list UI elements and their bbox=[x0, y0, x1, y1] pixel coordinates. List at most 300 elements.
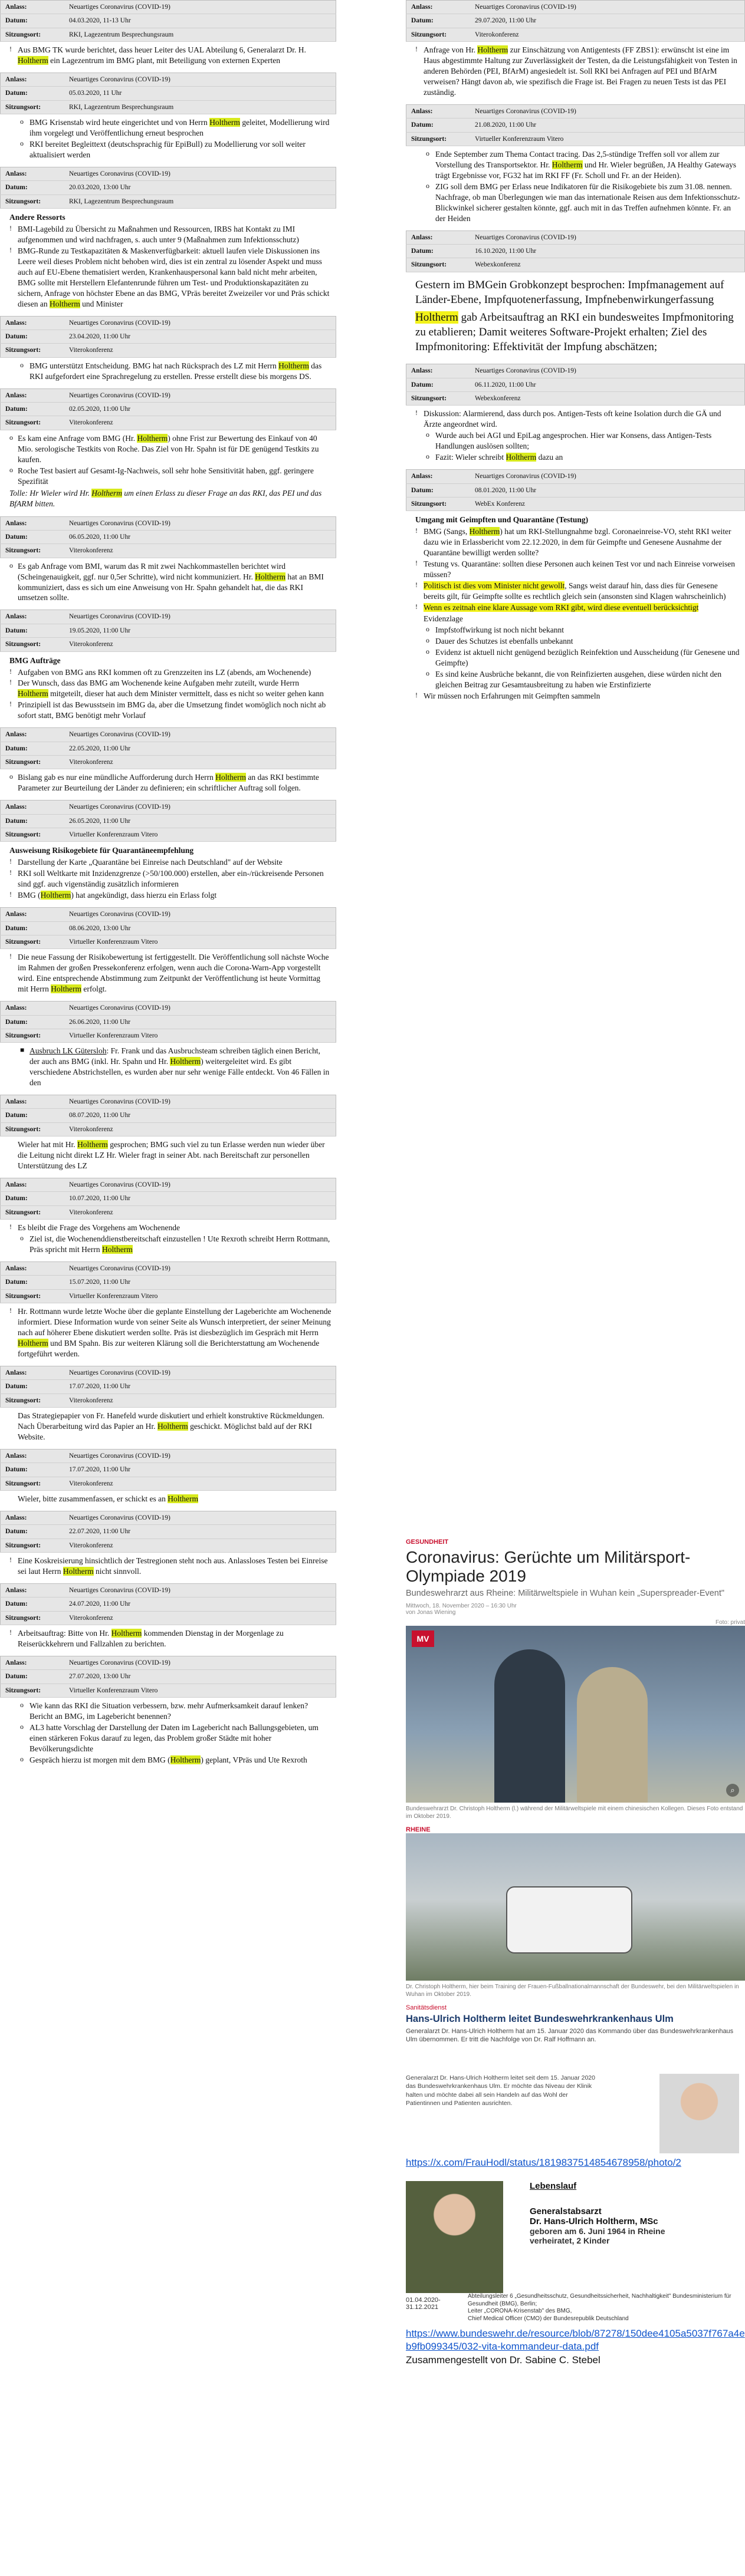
meta-row bbox=[1, 1178, 336, 1192]
meta-row bbox=[406, 104, 745, 118]
meta-value: 16.10.2020, 11:00 Uhr bbox=[470, 245, 745, 258]
meta-key: Sitzungsort: bbox=[1, 1122, 65, 1136]
meta-value: Neuartiges Coronavirus (COVID-19) bbox=[64, 1511, 336, 1525]
meta-key: Datum: bbox=[1, 1276, 65, 1289]
meta-value: 29.07.2020, 11:00 Uhr bbox=[470, 14, 745, 28]
protocol-body bbox=[0, 1303, 336, 1361]
meta-value: Neuartiges Coronavirus (COVID-19) bbox=[470, 104, 745, 118]
meta-key: Sitzungsort: bbox=[1, 638, 65, 651]
bullet-item: ! Arbeitsauftrag: Bitte von Hr. Holtherm kommenden Dienstag in der Morgenlage zu Reiserückkehrern und Fallzahlen zu berichten. bbox=[9, 1628, 332, 1649]
highlighted-name: Politisch ist dies vom Minister nicht gewollt bbox=[424, 581, 565, 590]
protocol-body bbox=[0, 769, 336, 795]
meeting-meta-table bbox=[0, 907, 336, 949]
meta-key: Datum: bbox=[406, 483, 471, 497]
meta-row bbox=[406, 118, 745, 132]
large-note: Holtherm gab Arbeitsauftrag an RKI ein bundesweites Impfmonitoring zu etablieren; Damit weiteres Software-Projekt erhalten; Ziel des Impfmonitoring: Effektivität der Impfung abschätzen; bbox=[415, 311, 734, 353]
meta-value: 26.06.2020, 11:00 Uhr bbox=[64, 1015, 336, 1029]
meta-row bbox=[1, 1262, 336, 1276]
large-note: Gestern im BMGein Grobkonzept besprochen: Impfmanagement auf Länder-Ebene, Impfquotenerfassung, Impfnebenwirkungerfassung bbox=[415, 278, 724, 306]
meta-row bbox=[1, 1611, 336, 1625]
meta-key: Datum: bbox=[1, 1463, 65, 1477]
meta-row bbox=[1, 1525, 336, 1539]
meeting-meta-table bbox=[0, 1449, 336, 1491]
meta-value: Neuartiges Coronavirus (COVID-19) bbox=[64, 1584, 336, 1597]
meta-value: Webexkonferenz bbox=[470, 258, 745, 272]
meta-value: Webexkonferenz bbox=[470, 392, 745, 406]
meta-row bbox=[1, 801, 336, 814]
news-title: Coronavirus: Gerüchte um Militärsport-Olympiade 2019 bbox=[406, 1548, 691, 1586]
meta-value: Virtueller Konferenzraum Vitero bbox=[64, 1684, 336, 1697]
protocol-entry bbox=[0, 1656, 336, 1767]
meta-value: Viterokonferenz bbox=[64, 1477, 336, 1490]
protocol-entry bbox=[0, 1178, 336, 1257]
meta-value: Virtueller Konferenzraum Vitero bbox=[64, 828, 336, 842]
meta-value: Viterokonferenz bbox=[64, 416, 336, 430]
highlighted-name: Wenn es zeitnah eine klare Aussage vom RKI gibt, wird diese eventuell berücksichtigt bbox=[424, 602, 699, 612]
bullet-item: ! BMI-Lagebild zu Übersicht zu Maßnahmen und Ressourcen, IRBS hat Kontakt zu IMI aufgenommen und wird nachfragen, s. auch unter 9 (Maßnahmen zum Infektionsschutz) bbox=[9, 224, 332, 245]
meta-row bbox=[1, 1015, 336, 1029]
meta-value: Virtueller Konferenzraum Vitero bbox=[64, 935, 336, 948]
meta-key: Datum: bbox=[1, 1670, 65, 1684]
bullet-item: ! BMG (Holtherm) hat angekündigt, dass hierzu ein Erlass folgt bbox=[9, 890, 332, 901]
meeting-meta-table bbox=[406, 104, 745, 146]
meta-key: Sitzungsort: bbox=[406, 28, 471, 41]
protocol-body bbox=[0, 1625, 336, 1651]
meta-value: Neuartiges Coronavirus (COVID-19) bbox=[64, 1095, 336, 1109]
meta-row bbox=[1, 935, 336, 948]
meta-value: 17.07.2020, 11:00 Uhr bbox=[64, 1380, 336, 1394]
meta-row bbox=[1, 195, 336, 208]
meta-key: Sitzungsort: bbox=[1, 416, 65, 430]
meta-value: Neuartiges Coronavirus (COVID-19) bbox=[64, 1002, 336, 1015]
meta-key: Datum: bbox=[406, 118, 471, 132]
meta-value: RKI, Lagezentrum Besprechungsraum bbox=[64, 28, 336, 41]
protocol-entry bbox=[406, 230, 745, 360]
protocol-entry bbox=[406, 469, 745, 703]
link-bundeswehr[interactable]: https://www.bundeswehr.de/resource/blob/87278/150dee4105a5037f767a4eb9fb099345/032-vita-kommandeur-data.pdf bbox=[406, 2328, 745, 2353]
protocol-body bbox=[406, 406, 745, 465]
protocol-entry bbox=[0, 1095, 336, 1173]
protocol-body bbox=[0, 842, 336, 902]
meta-row bbox=[1, 1205, 336, 1219]
meeting-meta-table bbox=[0, 388, 336, 430]
meta-key: Anlass: bbox=[1, 610, 65, 624]
highlighted-name: Holtherm bbox=[18, 56, 48, 65]
protocol-body bbox=[0, 430, 336, 512]
meeting-meta-table bbox=[0, 610, 336, 651]
meta-row bbox=[1, 1192, 336, 1205]
cv-box bbox=[406, 2181, 745, 2293]
meta-row bbox=[1, 742, 336, 755]
bullet-item: o Es sind keine Ausbrüche bekannt, die von Reinfizierten ausgehen, diese würden nicht den gleichen Beitrag zur Gesamtausbreitung zu haben wie Erstinfizierte bbox=[415, 669, 740, 690]
meta-value: Neuartiges Coronavirus (COVID-19) bbox=[64, 801, 336, 814]
bullet-item: o Ende September zum Thema Contact tracing. Das 2,5-stündige Treffen soll vor allem zur Vorstellung des Transportsektor. Hr. Holtherm und Hr. Wieler begrüßen, JA Healthy Gateways trägt Ergebnisse vor, FG32 hat im RKI FF (Fr. Scholl und Fr. an der Heiden). bbox=[415, 149, 740, 181]
meta-row bbox=[1, 1002, 336, 1015]
meta-value: 10.07.2020, 11:00 Uhr bbox=[64, 1192, 336, 1205]
meeting-meta-table bbox=[406, 0, 745, 42]
meta-row bbox=[1, 1366, 336, 1379]
bullet-item: ! Es bleibt die Frage des Vorgehens am Wochenende bbox=[9, 1223, 332, 1233]
meta-value: 20.03.2020, 13:00 Uhr bbox=[64, 181, 336, 195]
compiled-by: Zusammengestellt von Dr. Sabine C. Stebel bbox=[406, 2354, 600, 2366]
protocol-entry bbox=[0, 1261, 336, 1361]
meta-key: Anlass: bbox=[1, 516, 65, 530]
meta-row bbox=[1, 167, 336, 180]
meta-row bbox=[1, 1449, 336, 1462]
protocol-entry bbox=[0, 1583, 336, 1651]
protocol-body bbox=[0, 558, 336, 605]
meta-value: 08.01.2020, 11:00 Uhr bbox=[470, 483, 745, 497]
meta-key: Anlass: bbox=[1, 1262, 65, 1276]
right-protocol-column bbox=[406, 0, 745, 707]
bullet-item: o Wie kann das RKI die Situation verbessern, bzw. mehr Aufmerksamkeit darauf lenken? Bericht an BMG, im Lagebericht benennen? bbox=[9, 1701, 332, 1722]
photo-caption-1: Bundeswehrarzt Dr. Christoph Holtherm (l.) während der Militärweltspiele mit einem chinesischen Kollegen. Dieses Foto entstand im Oktober 2019. bbox=[406, 1805, 743, 1820]
cv-role: Abteilungsleiter 6 „Gesundheitsschutz, Gesundheitssicherheit, Nachhaltigkeit" Bundesministerium für Gesundheit (BMG), Berlin; Leiter „CORONA-Krisenstab" des BMG, Chief Medical Officer (CMO) der Bundesrepublik Deutschland bbox=[468, 2293, 731, 2322]
meta-key: Datum: bbox=[406, 378, 471, 391]
meeting-meta-table bbox=[0, 1366, 336, 1408]
meta-row bbox=[1, 530, 336, 543]
highlighted-name: Holtherm bbox=[77, 1140, 108, 1149]
news-kicker-rheine: RHEINE bbox=[406, 1826, 431, 1833]
bullet-item: o Dauer des Schutzes ist ebenfalls unbekannt bbox=[415, 636, 740, 647]
portrait-1 bbox=[659, 2074, 739, 2153]
meta-key: Datum: bbox=[406, 14, 471, 28]
bullet-item bbox=[415, 602, 740, 613]
highlighted-name: Holtherm bbox=[170, 1755, 201, 1764]
highlighted-name: Holtherm bbox=[40, 891, 71, 900]
meta-value: Viterokonferenz bbox=[64, 1539, 336, 1552]
meta-key: Anlass: bbox=[1, 388, 65, 402]
bullet-item: o Fazit: Wieler schreibt Holtherm dazu an bbox=[415, 452, 740, 463]
meta-key: Anlass: bbox=[1, 316, 65, 330]
meta-key: Anlass: bbox=[406, 104, 471, 118]
news-meta: Mittwoch, 18. November 2020 – 16:30 Uhr von Jonas Wiening bbox=[406, 1602, 517, 1616]
meeting-meta-table bbox=[0, 316, 336, 358]
meta-value: Virtueller Konferenzraum Vitero bbox=[64, 1029, 336, 1042]
meta-row bbox=[1, 728, 336, 742]
meta-key: Sitzungsort: bbox=[1, 828, 65, 842]
meta-key: Sitzungsort: bbox=[1, 1611, 65, 1625]
protocol-entry bbox=[0, 0, 336, 68]
meta-row bbox=[1, 181, 336, 195]
protocol-entry bbox=[0, 1449, 336, 1506]
meta-value: Neuartiges Coronavirus (COVID-19) bbox=[470, 364, 745, 378]
highlighted-name: Holtherm bbox=[506, 453, 537, 462]
meeting-meta-table bbox=[0, 73, 336, 114]
meta-key: Datum: bbox=[406, 245, 471, 258]
meta-value: Neuartiges Coronavirus (COVID-19) bbox=[64, 1366, 336, 1379]
meta-value: Viterokonferenz bbox=[64, 1122, 336, 1136]
highlighted-name: Holtherm bbox=[552, 160, 583, 169]
bullet-item: o Evidenz ist aktuell nicht genügend bezüglich Reinfektion und Ausscheidung (für Genesene und Geimpfte) bbox=[415, 647, 740, 668]
meta-key: Sitzungsort: bbox=[1, 28, 65, 41]
bullet-item: ! BMG-Runde zu Testkapazitäten & Maskenverfügbarkeit: aktuell laufen viele Diskussionen ins Leere weil dieses Problem nicht behoben wird, dies ist ein zentral zu lösender Aspekt und muss auch auf EU-Ebene thematisiert werden, Krankenhauspersonal kann bald nicht mehr arbeiten, BMG sollte mit Herstellern Elefantenrunde führen um Test- und Produktionskapazitäten zu sichern, Anfrage von höchster Ebene an das BMG, VPräs bereitet Zweizeiler vor und Präs schickt diesen an Holtherm und Minister bbox=[9, 246, 332, 309]
news-subtitle: Bundeswehrarzt aus Rheine: Militärweltspiele in Wuhan kein „Superspreader-Event" bbox=[406, 1589, 725, 1599]
meta-value: 08.07.2020, 11:00 Uhr bbox=[64, 1109, 336, 1122]
photo-credit: Foto: privat bbox=[715, 1619, 745, 1626]
highlighted-name: Holtherm bbox=[255, 572, 286, 581]
bullet-item: ! BMG (Sangs, Holtherm) hat um RKI-Stellungnahme bzgl. Coronaeinreise-VO, steht RKI weiter dazu wie in Erlassbericht vom 22.12.2020, in dem für Geimpfte und Genesene Ausnahme der Quarantäne bewilligt werden sollte? bbox=[415, 526, 740, 558]
meta-value: Neuartiges Coronavirus (COVID-19) bbox=[64, 316, 336, 330]
bullet-item: ! Prinzipiell ist das Bewusstsein im BMG da, aber die Umsetzung findet womöglich noch nicht ab sofort statt, BMG benötigt mehr Vorlauf bbox=[9, 700, 332, 721]
meta-row bbox=[1, 516, 336, 530]
meta-value: 23.04.2020, 11:00 Uhr bbox=[64, 330, 336, 344]
meta-row bbox=[1, 921, 336, 935]
meta-value: Viterokonferenz bbox=[64, 544, 336, 558]
meta-row bbox=[406, 14, 745, 28]
meeting-meta-table bbox=[0, 1095, 336, 1137]
protocol-entry bbox=[406, 364, 745, 465]
protocol-body bbox=[0, 1408, 336, 1444]
protocol-entry bbox=[406, 104, 745, 226]
meta-row bbox=[406, 497, 745, 510]
protocol-body bbox=[0, 358, 336, 384]
meta-value: Neuartiges Coronavirus (COVID-19) bbox=[64, 908, 336, 921]
meta-value: Neuartiges Coronavirus (COVID-19) bbox=[470, 1, 745, 14]
meeting-meta-table bbox=[0, 1001, 336, 1043]
meta-key: Anlass: bbox=[406, 470, 471, 483]
meta-key: Datum: bbox=[1, 530, 65, 543]
meta-row bbox=[1, 416, 336, 430]
meta-key: Anlass: bbox=[1, 1002, 65, 1015]
meta-row bbox=[406, 364, 745, 378]
meta-value: 15.07.2020, 11:00 Uhr bbox=[64, 1276, 336, 1289]
highlighted-name: Holtherm bbox=[49, 299, 80, 308]
meta-value: 19.05.2020, 11:00 Uhr bbox=[64, 624, 336, 637]
protocol-entry bbox=[0, 167, 336, 311]
meta-key: Datum: bbox=[1, 14, 65, 28]
meta-key: Anlass: bbox=[1, 908, 65, 921]
protocol-body bbox=[0, 652, 336, 723]
meta-key: Datum: bbox=[1, 181, 65, 195]
meta-value: 26.05.2020, 11:00 Uhr bbox=[64, 814, 336, 828]
meta-value: Virtueller Konferenzraum Vitero bbox=[470, 132, 745, 146]
meta-key: Sitzungsort: bbox=[1, 1029, 65, 1042]
meta-key: Sitzungsort: bbox=[1, 195, 65, 208]
zoom-icon[interactable]: ⌕ bbox=[726, 1784, 739, 1797]
meta-value: 06.05.2020, 11:00 Uhr bbox=[64, 530, 336, 543]
protocol-entry bbox=[0, 727, 336, 795]
underlined-text: Ausbruch LK Gütersloh bbox=[29, 1046, 107, 1056]
meta-key: Datum: bbox=[1, 814, 65, 828]
meeting-meta-table bbox=[406, 469, 745, 511]
protocol-entry bbox=[406, 0, 745, 100]
meta-value: Neuartiges Coronavirus (COVID-19) bbox=[64, 1656, 336, 1670]
highlighted-name: Holtherm bbox=[168, 1494, 198, 1504]
meta-key: Anlass: bbox=[1, 1178, 65, 1192]
photo-caption-2: Dr. Christoph Holtherm, hier beim Training der Frauen-Fußballnationalmannschaft der Bundeswehr, bei den Militärweltspielen in Wuhan im Oktober 2019. bbox=[406, 1983, 739, 1998]
meta-value: Viterokonferenz bbox=[470, 28, 745, 41]
meta-key: Anlass: bbox=[1, 73, 65, 87]
bullet-item: ! Aus BMG TK wurde berichtet, dass heuer Leiter des UAL Abteilung 6, Generalarzt Dr. H. Holtherm ein Lagezentrum im BMG plant, mit Beteiligung von externen Experten bbox=[9, 45, 332, 66]
person-right bbox=[577, 1667, 648, 1803]
highlighted-name: Holtherm bbox=[111, 1629, 142, 1638]
meta-key: Sitzungsort: bbox=[1, 1289, 65, 1303]
cv-rank: Generalstabsarzt bbox=[530, 2206, 602, 2217]
protocol-body bbox=[0, 1220, 336, 1257]
meta-key: Anlass: bbox=[1, 1584, 65, 1597]
meta-row bbox=[1, 814, 336, 828]
meta-value: Neuartiges Coronavirus (COVID-19) bbox=[64, 1178, 336, 1192]
news-photo-1 bbox=[406, 1626, 745, 1803]
meta-row bbox=[1, 316, 336, 330]
section-heading: Umgang mit Geimpften und Quarantäne (Testung) bbox=[415, 515, 589, 525]
bullet-item: o Impfstoffwirkung ist noch nicht bekannt bbox=[415, 625, 740, 635]
meta-value: Viterokonferenz bbox=[64, 638, 336, 651]
link-tweet[interactable]: https://x.com/FrauHodl/status/1819837514854678958/photo/2 bbox=[406, 2157, 681, 2169]
meta-key: Anlass: bbox=[406, 364, 471, 378]
meta-row bbox=[1, 28, 336, 41]
bullet-item: ! Testung vs. Quarantäne: sollten diese Personen auch keinen Test vor und nach Einreise vorweisen müssen? bbox=[415, 559, 740, 580]
rp-title: Hans-Ulrich Holtherm leitet Bundeswehrkrankenhaus Ulm bbox=[406, 2013, 674, 2024]
person-left bbox=[494, 1649, 565, 1803]
meta-value: Viterokonferenz bbox=[64, 1611, 336, 1625]
meta-row bbox=[1, 1656, 336, 1670]
protocol-body bbox=[0, 1698, 336, 1767]
cv-family: verheiratet, 2 Kinder bbox=[530, 2236, 610, 2246]
highlighted-name: Holtherm bbox=[63, 1567, 94, 1576]
meta-row bbox=[1, 1511, 336, 1525]
meta-row bbox=[1, 388, 336, 402]
bullet-item: ! Darstellung der Karte „Quarantäne bei Einreise nach Deutschland" auf der Website bbox=[9, 857, 332, 868]
bullet-item: Evidenzlage bbox=[424, 614, 463, 623]
meta-key: Sitzungsort: bbox=[406, 497, 471, 510]
meta-row bbox=[1, 1289, 336, 1303]
meta-row bbox=[1, 73, 336, 87]
meta-row bbox=[1, 1477, 336, 1490]
highlighted-name: Holtherm bbox=[170, 1057, 201, 1066]
rp-card bbox=[406, 2074, 745, 2156]
highlighted-name: Holtherm bbox=[51, 984, 81, 994]
news-photo-2 bbox=[406, 1833, 745, 1981]
highlighted-name: Holtherm bbox=[415, 311, 458, 324]
meta-value: 22.05.2020, 11:00 Uhr bbox=[64, 742, 336, 755]
bullet-item: ! Anfrage von Hr. Holtherm zur Einschätzung von Antigentests (FF ZBS1): erwünscht ist eine im Haus abgestimmte Haltung zur Zuverlässigkeit der Testen, da die Leistungsfähigkeit von Testen in anderen Behörden (PEI, BfArM) angesiedelt ist. Soll RKI bei Anfragen auf PEI und BfArM verweisen? Hängt davon ab, wie spezifisch die Frage ist. Bei Fragen zu neuen Tests ist das PEI zuständig. bbox=[415, 45, 740, 98]
meta-key: Datum: bbox=[1, 1597, 65, 1611]
cv-dates: 01.04.2020- 31.12.2021 bbox=[406, 2297, 441, 2311]
protocol-entry bbox=[0, 516, 336, 605]
bullet-item: ! Der Wunsch, dass das BMG am Wochenende keine Aufgaben mehr zuteilt, wurde Herrn Holtherm mitgeteilt, dieser hat auch dem Minister vermittelt, dass es nicht so weiter gehen kann bbox=[9, 678, 332, 699]
meta-key: Datum: bbox=[1, 624, 65, 637]
meta-value: Neuartiges Coronavirus (COVID-19) bbox=[64, 388, 336, 402]
meta-value: 24.07.2020, 11:00 Uhr bbox=[64, 1597, 336, 1611]
bullet-item: o Roche Test basiert auf Gesamt-Ig-Nachweis, soll sehr hohe Sensitivität haben, ggf. geringere Spezifität bbox=[9, 466, 332, 487]
meta-value: Neuartiges Coronavirus (COVID-19) bbox=[64, 516, 336, 530]
meta-key: Datum: bbox=[1, 1109, 65, 1122]
meta-value: Viterokonferenz bbox=[64, 1394, 336, 1407]
bullet-item: o Wurde auch bei AGI und EpiLag angesprochen. Hier war Konsens, dass Antigen-Tests Handlungen auslösen sollten; bbox=[415, 430, 740, 452]
bullet-item: ! Hr. Rottmann wurde letzte Woche über die geplante Einstellung der Lageberichte am Wochenende informiert. Diese Information wurde von seiner Seite als Wunsch interpretiert, der seiner Meinung nach auf höherer Ebene diskutiert werden sollte. Präs ist diesbezüglich im Gespräch mit Herrn Holtherm und BM Spahn. Bis zur weiteren Klärung soll die Berichterstattung am Wochenende fortgeführt werden. bbox=[9, 1306, 332, 1359]
meta-key: Datum: bbox=[1, 921, 65, 935]
bullet-item: Das Strategiepapier von Fr. Hanefeld wurde diskutiert und erhielt konstruktive Rückmeldungen. Nach Überarbeitung wird das Papier an Hr. Holtherm geschickt. Möglichst bald auf der RKI Website. bbox=[18, 1411, 324, 1441]
highlighted-name: Holtherm bbox=[91, 488, 123, 498]
meta-row bbox=[406, 132, 745, 146]
meta-value: WebEx Konferenz bbox=[470, 497, 745, 510]
meta-row bbox=[1, 100, 336, 114]
meta-value: RKI, Lagezentrum Besprechungsraum bbox=[64, 195, 336, 208]
meta-value: Virtueller Konferenzraum Vitero bbox=[64, 1289, 336, 1303]
bullet-item: ! Politisch ist dies vom Minister nicht gewollt, Sangs weist darauf hin, dass dies für Genesene bereits gilt, für Geimpfte sollte es rechtlich gleich sein (ansonsten sind Klagen wahrscheinlich) bbox=[415, 581, 740, 602]
mv-logo: MV bbox=[412, 1630, 434, 1647]
protocol-entry bbox=[0, 388, 336, 512]
meeting-meta-table bbox=[0, 1511, 336, 1553]
meta-row bbox=[1, 1380, 336, 1394]
meta-key: Anlass: bbox=[1, 1095, 65, 1109]
bullet-item: o BMG unterstützt Entscheidung. BMG hat nach Rücksprach des LZ mit Herrn Holtherm das RKI aufgefordert eine Sprachregelung zu erstellen. Presse erstellt diese bis morgens DS. bbox=[9, 361, 332, 382]
protocol-body bbox=[0, 1043, 336, 1090]
protocol-body bbox=[0, 949, 336, 996]
meta-value: Viterokonferenz bbox=[64, 756, 336, 769]
section-heading: Andere Ressorts bbox=[9, 213, 65, 222]
meta-key: Anlass: bbox=[1, 1, 65, 14]
meta-row bbox=[1, 638, 336, 651]
bullet-item: Wieler, bitte zusammenfassen, er schickt es an Holtherm bbox=[18, 1494, 198, 1504]
meeting-meta-table bbox=[406, 364, 745, 406]
protocol-body bbox=[406, 272, 745, 359]
bullet-item: o BMG Krisenstab wird heute eingerichtet und von Herrn Holtherm geleitet, Modellierung wird ihm vorgelegt und Veröffentlichung erneut besprochen bbox=[9, 117, 332, 139]
news-kicker: GESUNDHEIT bbox=[406, 1539, 449, 1546]
meta-row bbox=[1, 1597, 336, 1611]
meta-value: Neuartiges Coronavirus (COVID-19) bbox=[64, 167, 336, 180]
section-heading: BMG Aufträge bbox=[9, 655, 61, 665]
meta-key: Sitzungsort: bbox=[1, 1684, 65, 1697]
meta-value: Viterokonferenz bbox=[64, 344, 336, 357]
bullet-item: ! Wir müssen noch Erfahrungen mit Geimpften sammeln bbox=[415, 691, 740, 701]
meta-value: Viterokonferenz bbox=[64, 1205, 336, 1219]
meta-row bbox=[1, 87, 336, 100]
cv-entry bbox=[406, 2293, 745, 2327]
meta-value: Neuartiges Coronavirus (COVID-19) bbox=[64, 728, 336, 742]
meeting-meta-table bbox=[0, 1583, 336, 1625]
protocol-entry bbox=[0, 73, 336, 162]
meeting-meta-table bbox=[0, 1656, 336, 1698]
meta-value: Neuartiges Coronavirus (COVID-19) bbox=[64, 610, 336, 624]
highlighted-name: Holtherm bbox=[469, 527, 500, 536]
meta-key: Anlass: bbox=[1, 728, 65, 742]
bullet-item: o ZIG soll dem BMG per Erlass neue Indikatoren für die Risikogebiete bis zum 31.08. nennen. Nachfrage, ob man Überlegungen wie man das internationale Reisen aus dem Infektionsschutz-Blickwinkel sicherer gestalten könnte, ggf. auch mit in das Treffen aufnehmen könnte. Fr. an der Heiden bbox=[415, 182, 740, 224]
meta-key: Sitzungsort: bbox=[1, 544, 65, 558]
meta-value: 22.07.2020, 11:00 Uhr bbox=[64, 1525, 336, 1539]
left-protocol-column bbox=[0, 0, 336, 1772]
meta-key: Sitzungsort: bbox=[1, 935, 65, 948]
meeting-meta-table bbox=[0, 516, 336, 558]
bullet-item: o Gespräch hierzu ist morgen mit dem BMG (Holtherm) geplant, VPräs und Ute Rexroth bbox=[9, 1755, 332, 1765]
bullet-item: o Bislang gab es nur eine mündliche Aufforderung durch Herrn Holtherm an das RKI bestimmte Parameter zur Beurteilung der Länder zu definieren; ein schriftlicher Auftrag soll folgen. bbox=[9, 772, 332, 793]
bullet-item: o Es gab Anfrage vom BMI, warum das R mit zwei Nachkommastellen berichtet wird (Scheingenauigkeit, ggf. nur 0,5er Schritte), wird nicht kommuniziert. Hr. Holtherm hat an BMI kommuniziert, dass es sich um eine Anweisung von Hr. Spahn gehandelt hat, die das RKI umsetzen sollte. bbox=[9, 561, 332, 604]
protocol-body bbox=[0, 42, 336, 68]
meta-key: Datum: bbox=[1, 330, 65, 344]
meta-row bbox=[406, 245, 745, 258]
protocol-body bbox=[0, 1137, 336, 1173]
meta-row bbox=[1, 1122, 336, 1136]
meta-key: Anlass: bbox=[1, 1366, 65, 1379]
meta-key: Datum: bbox=[1, 87, 65, 100]
highlighted-name: Holtherm bbox=[18, 689, 48, 699]
meta-row bbox=[1, 403, 336, 416]
meta-key: Datum: bbox=[1, 1192, 65, 1205]
meeting-meta-table bbox=[0, 0, 336, 42]
bullet-item: ! RKI soll Weltkarte mit Inzidenzgrenze (>50/100.000) erstellen, aber ein-/rückreisende Personen sind ggf. auch vigenständig zusätzlich informieren bbox=[9, 868, 332, 890]
meta-value: 02.05.2020, 11:00 Uhr bbox=[64, 403, 336, 416]
meta-row bbox=[406, 483, 745, 497]
highlighted-name: Holtherm bbox=[209, 118, 240, 127]
meeting-meta-table bbox=[0, 727, 336, 769]
news-section bbox=[406, 1539, 745, 2366]
meta-row bbox=[1, 1684, 336, 1697]
protocol-entry bbox=[0, 1511, 336, 1579]
meta-value: 17.07.2020, 11:00 Uhr bbox=[64, 1463, 336, 1477]
meta-row bbox=[1, 544, 336, 558]
